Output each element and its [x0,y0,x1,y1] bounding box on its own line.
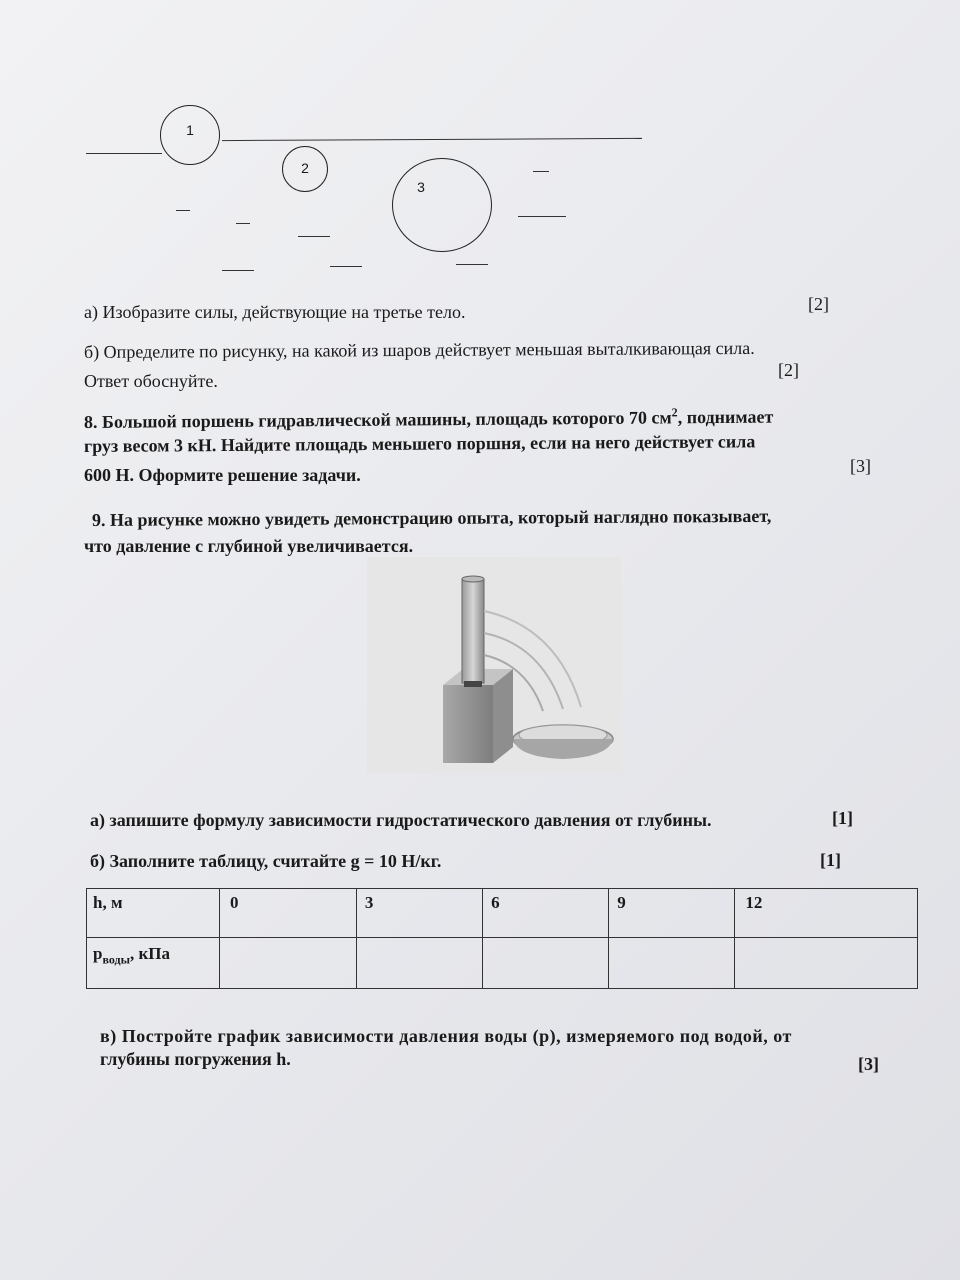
task9-c-line2: глубины погружения h. [100,1049,291,1069]
task8-line1 [84,405,774,433]
liquid-mark [533,171,549,172]
ball-3 [392,158,492,252]
experiment-illustration [367,557,621,773]
task8-line1-end: , поднимает [677,406,774,428]
task7-b-line2: Ответ обоснуйте. [84,371,218,391]
row-header-pressure [87,938,220,989]
pressure-table [86,888,918,989]
task7-a-mark: [2] [808,294,829,314]
liquid-mark [456,264,488,265]
ball-1 [160,105,220,165]
row-header-depth: h, м [87,889,220,938]
task8-line3: 600 Н. Оформите решение задачи. [84,465,361,485]
pressure-symbol: p [93,944,103,963]
table-row-pressure [87,938,918,989]
task9-line1: 9. На рисунке можно увидеть демонстрацию опыта, который наглядно показывает, [91,505,772,530]
task7-a: а) Изобразите силы, действующие на третье тело. [84,302,466,322]
task9-c-line1: в) Постройте график зависимости давления воды (р), измеряемого под водой, от [100,1026,792,1046]
ball-2-label: 2 [301,160,309,176]
ball-3-label: 3 [417,179,425,195]
task8-line2: груз весом 3 кН. Найдите площадь меньшего поршня, если на него действует сила [83,431,756,456]
pressure-cell [220,938,357,989]
task8-line1-start: 8. Большой поршень гидравлической машины, площадь которого 70 см [83,407,672,432]
table-row-depth [87,889,918,938]
pressure-cell [735,938,918,989]
liquid-mark [236,223,250,224]
pressure-cell [483,938,609,989]
liquid-surface-right [222,138,642,142]
depth-cell: 0 [220,889,357,938]
task8-unit-exponent: 2 [671,405,678,420]
pressure-cell [356,938,482,989]
liquid-mark [222,270,254,271]
depth-cell: 9 [609,889,735,938]
pressure-cell [609,938,735,989]
liquid-mark [518,216,566,217]
task9-line2: что давление с глубиной увеличивается. [84,536,414,556]
task9-c-mark: [3] [858,1054,879,1074]
task8-mark: [3] [850,456,871,476]
liquid-mark [176,210,190,211]
pressure-unit: , кПа [129,944,170,963]
depth-cell: 3 [356,889,482,938]
experiment-photo [367,557,621,773]
liquid-mark [330,266,362,267]
liquid-surface-left [86,153,162,154]
task7-b-line1: б) Определите по рисунку, на какой из шаров действует меньшая выталкивающая сила. [83,337,755,362]
depth-cell: 6 [483,889,609,938]
depth-cell: 12 [735,889,918,938]
task9-b: б) Заполните таблицу, считайте g = 10 Н/кг. [90,851,442,871]
ball-2 [282,146,328,192]
task9-a-mark: [1] [832,808,853,828]
liquid-mark [298,236,330,237]
task9-a: а) запишите формулу зависимости гидростатического давления от глубины. [90,810,712,830]
pressure-subscript: воды [102,952,130,967]
task9-b-mark: [1] [820,850,841,870]
ball-1-label: 1 [186,122,194,138]
task7-b-mark: [2] [778,360,799,380]
